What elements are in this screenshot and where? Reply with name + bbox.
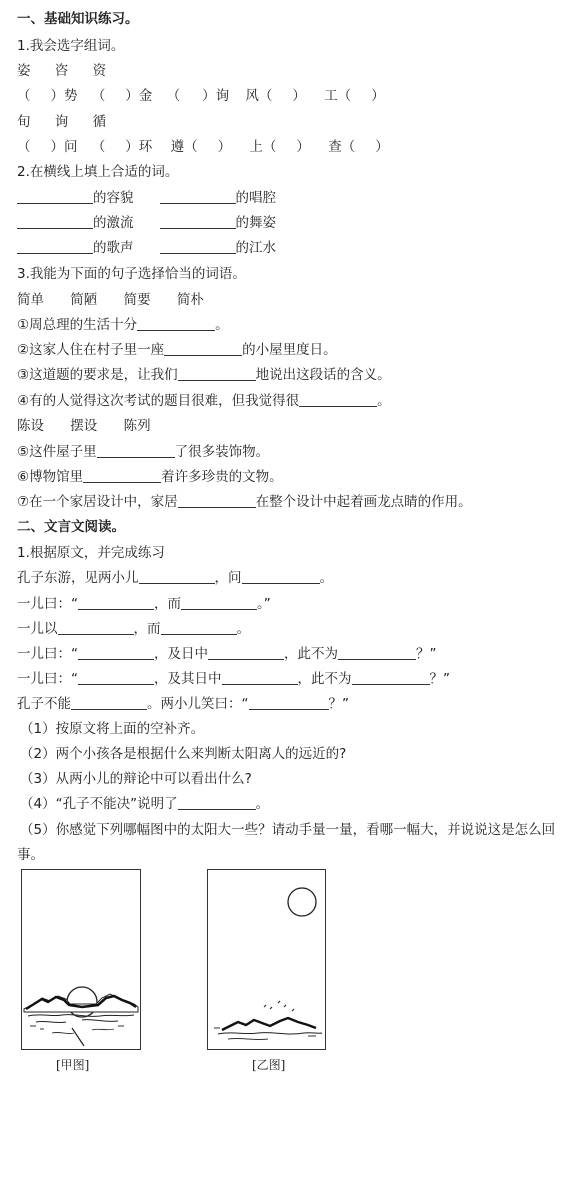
text: ？” <box>429 671 450 687</box>
sentence-4 <box>17 391 391 411</box>
text: ，及日中 <box>154 646 208 662</box>
classical-line-6 <box>17 694 349 714</box>
paren: ） <box>375 139 389 155</box>
answer-blank[interactable] <box>17 239 93 254</box>
fill-row-2 <box>17 137 389 157</box>
figure-a <box>21 869 141 1050</box>
paren: （ <box>17 139 31 155</box>
sentence-2 <box>17 340 337 360</box>
phrase: 的江水 <box>235 240 276 256</box>
word-option: 简单 <box>17 292 44 308</box>
paren: ） <box>292 88 306 104</box>
text: 一儿曰：“ <box>17 671 78 687</box>
classical-line-4 <box>17 644 437 664</box>
answer-blank[interactable] <box>83 468 161 483</box>
sentence-text: ③这道题的要求是，让我们 <box>17 367 178 383</box>
text: 。 <box>319 570 333 586</box>
word-option: 简陋 <box>70 292 98 308</box>
text: 一儿曰：“ <box>17 646 78 662</box>
sentence-text: ⑤这件屋子里 <box>17 444 97 460</box>
char: 旬 <box>17 114 31 130</box>
text: ？” <box>416 646 437 662</box>
word-fragment: 风（ <box>245 88 273 104</box>
answer-blank[interactable] <box>78 595 154 610</box>
section-2-title: 二、文言文阅读。 <box>17 519 125 535</box>
text: ，问 <box>214 570 242 586</box>
text: ，此不为 <box>297 671 352 687</box>
sentence-text: ①周总理的生活十分 <box>17 317 138 333</box>
text: 一儿以 <box>17 621 58 637</box>
classical-line-1 <box>17 568 333 588</box>
sentence-1 <box>17 315 229 335</box>
sentence-text: 地说出这段话的含义。 <box>255 367 391 383</box>
sentence-text: 着许多珍贵的文物。 <box>161 469 283 485</box>
question-3-label: 3.我能为下面的句子选择恰当的词语。 <box>17 266 246 282</box>
answer-blank[interactable] <box>139 569 215 584</box>
answer-blank[interactable] <box>249 695 329 710</box>
answer-blank[interactable] <box>352 670 430 685</box>
sun-landscape-a-illustration <box>22 870 140 1049</box>
char: 资 <box>92 63 107 79</box>
paren: ） <box>296 139 310 155</box>
sentence-7 <box>17 492 472 512</box>
paren: ） <box>371 88 385 104</box>
text: 。 <box>236 621 250 637</box>
word-fragment: ）势 <box>50 88 78 104</box>
text: 。两小儿笑曰：“ <box>147 696 249 712</box>
sentence-3 <box>17 365 391 385</box>
text: 。 <box>255 796 270 812</box>
sentence-5 <box>17 442 269 462</box>
word-options-2 <box>17 416 151 436</box>
answer-blank[interactable] <box>58 620 134 635</box>
answer-blank[interactable] <box>17 214 93 229</box>
answer-blank[interactable] <box>178 795 256 810</box>
classical-line-3 <box>17 619 250 639</box>
char: 咨 <box>54 63 69 79</box>
sub-question-3: （3）从两小儿的辩论中可以看出什么? <box>20 771 252 787</box>
sub-question-5-cont: 事。 <box>17 847 44 863</box>
answer-blank[interactable] <box>160 214 236 229</box>
section-1-title: 一、基础知识练习。 <box>17 11 139 27</box>
sentence-text: ②这家人住在村子里一座 <box>17 342 165 358</box>
sentence-6 <box>17 467 283 487</box>
answer-blank[interactable] <box>178 493 256 508</box>
word-options-1 <box>17 290 204 310</box>
answer-blank[interactable] <box>299 392 377 407</box>
word-fragment: ）金 <box>125 88 153 104</box>
question-1-label: 1.我会选字组词。 <box>17 38 125 54</box>
word-fragment: 工（ <box>324 88 352 104</box>
answer-blank[interactable] <box>222 670 298 685</box>
word-option: 简要 <box>123 292 151 308</box>
sentence-text: ④有的人觉得这次考试的题目很难，但我觉得很 <box>17 393 300 409</box>
sentence-text: 。 <box>377 393 391 409</box>
text: ，而 <box>154 596 181 612</box>
phrase: 的舞姿 <box>235 215 276 231</box>
word-option: 陈设 <box>17 418 44 434</box>
figure-b-caption: [乙图] <box>252 1058 286 1072</box>
sub-question-2: （2）两个小孩各是根据什么来判断太阳离人的远近的? <box>20 746 347 762</box>
word-fragment: 遵（ <box>170 139 198 155</box>
sentence-text: ⑥博物馆里 <box>17 469 84 485</box>
paren: （ <box>91 139 106 155</box>
char-row-2 <box>17 112 106 132</box>
paren: ） <box>217 139 232 155</box>
word-fragment: ）询 <box>202 88 230 104</box>
word-fragment: 查（ <box>328 139 356 155</box>
sub-question-4 <box>20 794 269 814</box>
question-2-label: 2.在横线上填上合适的词。 <box>17 164 179 180</box>
answer-blank[interactable] <box>137 316 215 331</box>
word-option: 简朴 <box>176 292 204 308</box>
paren: （ <box>17 88 31 104</box>
figure-a-caption: [甲图] <box>56 1058 90 1072</box>
classical-line-2 <box>17 594 271 614</box>
paren: （ <box>91 88 106 104</box>
answer-blank[interactable] <box>71 695 147 710</box>
word-option: 摆设 <box>70 418 98 434</box>
char-row-1 <box>17 61 106 81</box>
char: 询 <box>54 114 69 130</box>
paren: （ <box>166 88 181 104</box>
q2-row-3 <box>17 238 276 258</box>
q2-row-1 <box>17 188 276 208</box>
figure-b <box>207 869 326 1050</box>
sun-landscape-b-illustration <box>208 870 325 1049</box>
answer-blank[interactable] <box>208 645 284 660</box>
answer-blank[interactable] <box>160 189 236 204</box>
sentence-text: ⑦在一个家居设计中，家居 <box>17 494 178 510</box>
word-fragment: ）环 <box>125 139 153 155</box>
text: ，而 <box>133 621 161 637</box>
answer-blank[interactable] <box>160 239 236 254</box>
word-fragment: ）问 <box>50 139 78 155</box>
sentence-text: 了很多装饰物。 <box>174 444 270 460</box>
word-option: 陈列 <box>123 418 151 434</box>
answer-blank[interactable] <box>78 670 154 685</box>
sub-question-1: （1）按原文将上面的空补齐。 <box>20 721 205 737</box>
text: （4）“孔子不能决”说明了 <box>20 796 178 812</box>
phrase: 的唱腔 <box>235 190 276 206</box>
answer-blank[interactable] <box>178 366 256 381</box>
sub-question-5: （5）你感觉下列哪幅图中的太阳大一些？请动手量一量，看哪一幅大，并说说这是怎么回 <box>20 822 556 838</box>
sentence-text: 的小屋里度日。 <box>242 342 337 358</box>
answer-blank[interactable] <box>164 341 242 356</box>
q2-row-2 <box>17 213 276 233</box>
sentence-text: 。 <box>215 317 229 333</box>
fill-row-1 <box>17 86 385 106</box>
char: 循 <box>92 114 107 130</box>
answer-blank[interactable] <box>17 189 93 204</box>
word-fragment: 上（ <box>249 139 277 155</box>
text: ，及其日中 <box>154 671 222 687</box>
phrase: 的歌声 <box>93 240 134 256</box>
answer-blank[interactable] <box>181 595 257 610</box>
section-2-q1: 1.根据原文，并完成练习 <box>17 545 165 561</box>
answer-blank[interactable] <box>97 443 175 458</box>
answer-blank[interactable] <box>161 620 237 635</box>
text: 。” <box>257 596 271 612</box>
text: ，此不为 <box>284 646 338 662</box>
phrase: 的激流 <box>93 215 134 231</box>
answer-blank[interactable] <box>242 569 320 584</box>
text: 一儿曰：“ <box>17 596 78 612</box>
sun-small <box>288 888 316 916</box>
answer-blank[interactable] <box>338 645 416 660</box>
answer-blank[interactable] <box>78 645 154 660</box>
text: 孔子不能 <box>17 696 71 712</box>
text: 孔子东游，见两小儿 <box>17 570 139 586</box>
char: 姿 <box>17 63 31 79</box>
classical-line-5 <box>17 669 450 689</box>
text: ？” <box>328 696 349 712</box>
phrase: 的容貌 <box>93 190 134 206</box>
sentence-text: 在整个设计中起着画龙点睛的作用。 <box>255 494 472 510</box>
